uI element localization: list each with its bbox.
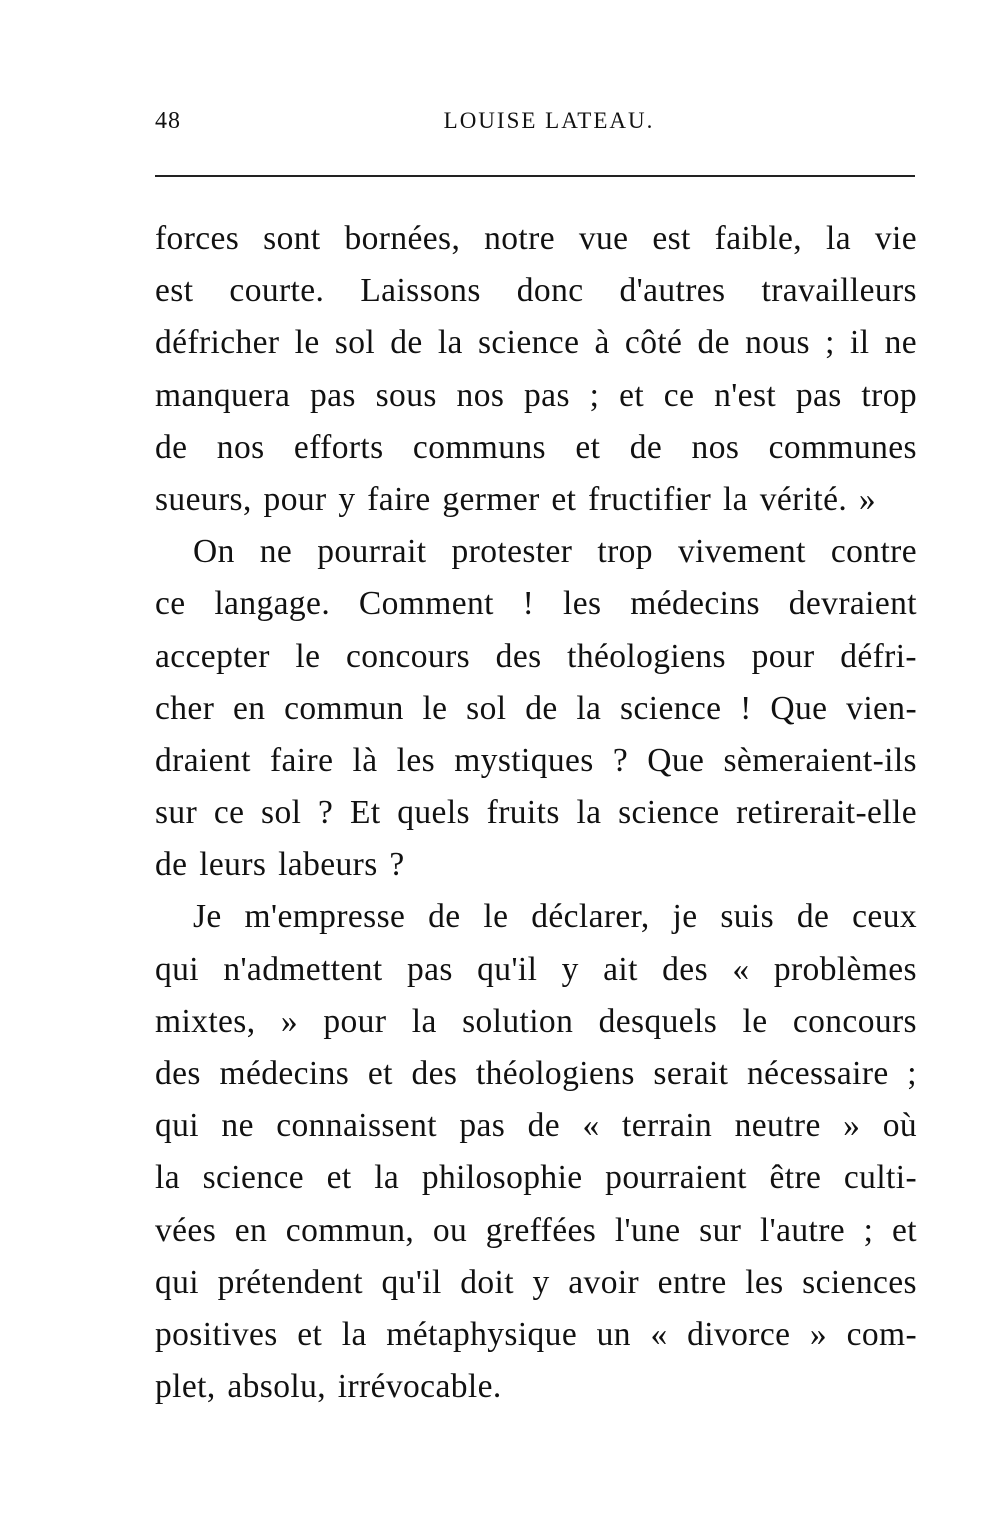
text-line: la science et la philosophie pourraient être culti- <box>155 1159 917 1197</box>
running-title: LOUISE LATEAU. <box>443 108 655 133</box>
body-text <box>155 213 917 1413</box>
text-line: est courte. Laissons donc d'autres travailleurs <box>155 272 917 310</box>
text-line: accepter le concours des théologiens pour défri- <box>155 637 917 675</box>
text-line: ce langage. Comment ! les médecins devraient <box>155 585 917 623</box>
text-line: mixtes, » pour la solution desquels le concours <box>155 1002 917 1040</box>
text-line: On ne pourrait protester trop vivement contre <box>193 533 917 571</box>
page-number: 48 <box>155 108 181 134</box>
text-line: Je m'empresse de le déclarer, je suis de ceux <box>193 898 917 936</box>
text-line: draient faire là les mystiques ? Que sèmeraient-ils <box>155 741 917 779</box>
text-line: sueurs, pour y faire germer et fructifier la vérité. » <box>155 480 877 518</box>
text-line: sur ce sol ? Et quels fruits la science retirerait-elle <box>155 794 917 832</box>
text-line: plet, absolu, irrévocable. <box>155 1368 502 1406</box>
text-line: cher en commun le sol de la science ! Que vien- <box>155 689 917 727</box>
text-line: de nos efforts communs et de nos communes <box>155 428 917 466</box>
text-line: des médecins et des théologiens serait nécessaire ; <box>155 1055 917 1092</box>
header-rule <box>155 175 915 177</box>
text-line: qui n'admettent pas qu'il y ait des « problèmes <box>155 950 917 988</box>
running-head <box>155 108 915 148</box>
text-line: vées en commun, ou greffées l'une sur l'autre ; et <box>155 1211 917 1249</box>
text-line: défricher le sol de la science à côté de nous ; il ne <box>155 324 917 362</box>
text-line: qui ne connaissent pas de « terrain neutre » où <box>155 1107 917 1145</box>
text-line: forces sont bornées, notre vue est faible, la vie <box>155 220 917 257</box>
text-line: manquera pas sous nos pas ; et ce n'est pas trop <box>155 376 917 414</box>
text-line: qui prétendent qu'il doit y avoir entre les sciences <box>155 1263 917 1301</box>
text-line: de leurs labeurs ? <box>155 846 405 884</box>
text-line: positives et la métaphysique un « divorce » com- <box>155 1315 917 1353</box>
